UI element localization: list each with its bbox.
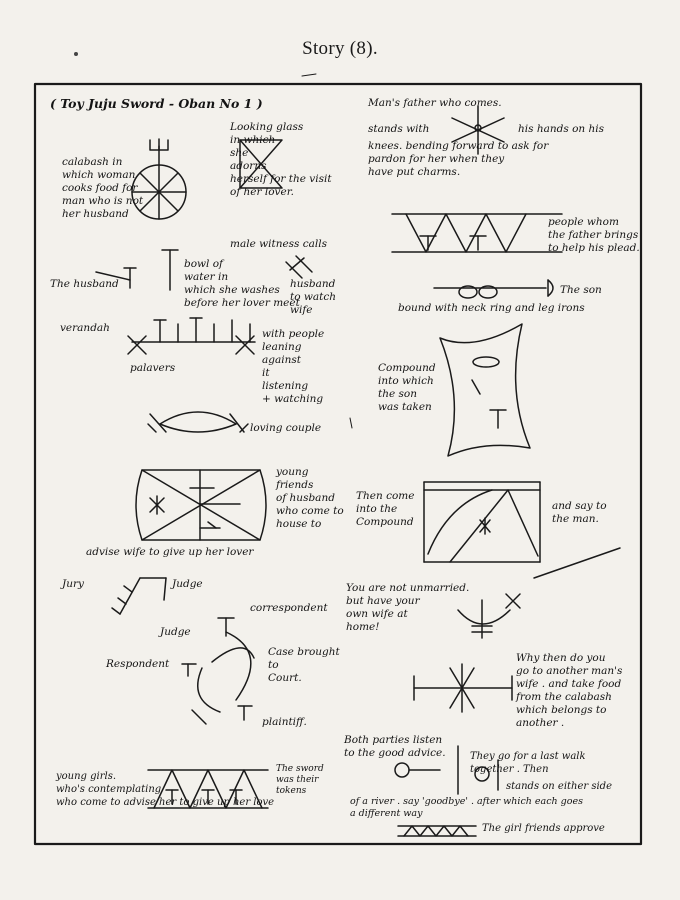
note-compound: Compound into which the son was taken	[378, 362, 436, 413]
note-mans-father: Man's father who comes.	[368, 97, 502, 109]
note-and-say: and say to the man.	[552, 500, 607, 525]
note-looking-glass: Looking glass in which she adorns herself for the visit of her lover.	[230, 121, 332, 198]
note-palavers: palavers	[130, 362, 176, 374]
note-why-then: Why then do you go to another man's wife . and take food from the calabash which belongs to another .	[516, 652, 623, 729]
note-the-husband: The husband	[50, 278, 119, 290]
note-stands-on: stands on either side	[506, 781, 613, 792]
note-judge-top: Judge	[172, 578, 203, 590]
note-then-come: Then come into the Compound	[356, 490, 415, 528]
calabash-star-glyph	[414, 664, 512, 712]
note-bowl-water: bowl of water in which she washes before her lover meet	[184, 258, 300, 309]
note-correspondent: correspondent	[250, 602, 328, 614]
note-loving-couple: loving couple	[250, 422, 322, 434]
note-calabash: calabash in which woman cooks food for man who is not her husband	[62, 156, 144, 220]
note-stands-with: stands with	[368, 123, 430, 135]
note-the-son: The son	[560, 284, 602, 296]
note-verandah: verandah	[60, 322, 110, 334]
note-plaintiff: plaintiff.	[262, 716, 307, 728]
note-his-hands: his hands on his	[518, 123, 605, 135]
note-male-witness: male witness calls	[230, 238, 328, 250]
note-judge: Judge	[160, 626, 191, 638]
compound-entry-glyph	[424, 482, 620, 578]
note-sword-tokens: The sword was their tokens	[276, 764, 324, 796]
note-young-friends: young friends of husband who come to house to	[276, 466, 344, 530]
friends-house-glyph	[136, 470, 266, 540]
note-husband-watch: husband to watch wife	[290, 278, 336, 316]
title-tick	[302, 74, 316, 76]
note-case-brought: Case brought to Court.	[268, 646, 340, 684]
note-of-a-river: of a river . say 'goodbye' . after which each goes a different way	[350, 796, 583, 819]
note-with-people: with people leaning against it listening + watching	[262, 328, 325, 405]
page-title: Story (8).	[302, 38, 378, 59]
note-jury: Jury	[62, 578, 84, 590]
sheet-heading: ( Toy Juju Sword - Oban No 1 )	[50, 96, 263, 111]
court-glyph	[182, 618, 254, 724]
verandah-glyph	[128, 318, 255, 354]
note-young-girls: young girls. who's contemplating who come to advise her to give up her love	[56, 771, 275, 808]
son-bound-glyph	[434, 280, 553, 298]
note-respondent: Respondent	[106, 658, 170, 670]
note-bound-neck: bound with neck ring and leg irons	[398, 302, 585, 314]
note-advise-wife: advise wife to give up her lover	[86, 546, 254, 558]
note-people-whom: people whom the father brings to help his plead.	[548, 216, 640, 254]
jury-glyph	[112, 578, 166, 614]
people-glyph	[392, 214, 562, 252]
stray-mark	[350, 418, 352, 428]
note-girl-friends: The girl friends approve	[482, 823, 605, 834]
bowl-glyph	[162, 250, 178, 290]
note-they-go: They go for a last walk together . Then	[470, 751, 586, 775]
note-knees-bending: knees. bending forward to ask for pardon for her when they have put charms.	[368, 140, 549, 178]
loving-couple-glyph	[148, 412, 248, 432]
note-not-unmarried: You are not unmarried. but have your own wife at home!	[346, 582, 470, 633]
compound-glyph	[440, 324, 530, 456]
note-both-parties: Both parties listen to the good advice.	[344, 734, 446, 759]
